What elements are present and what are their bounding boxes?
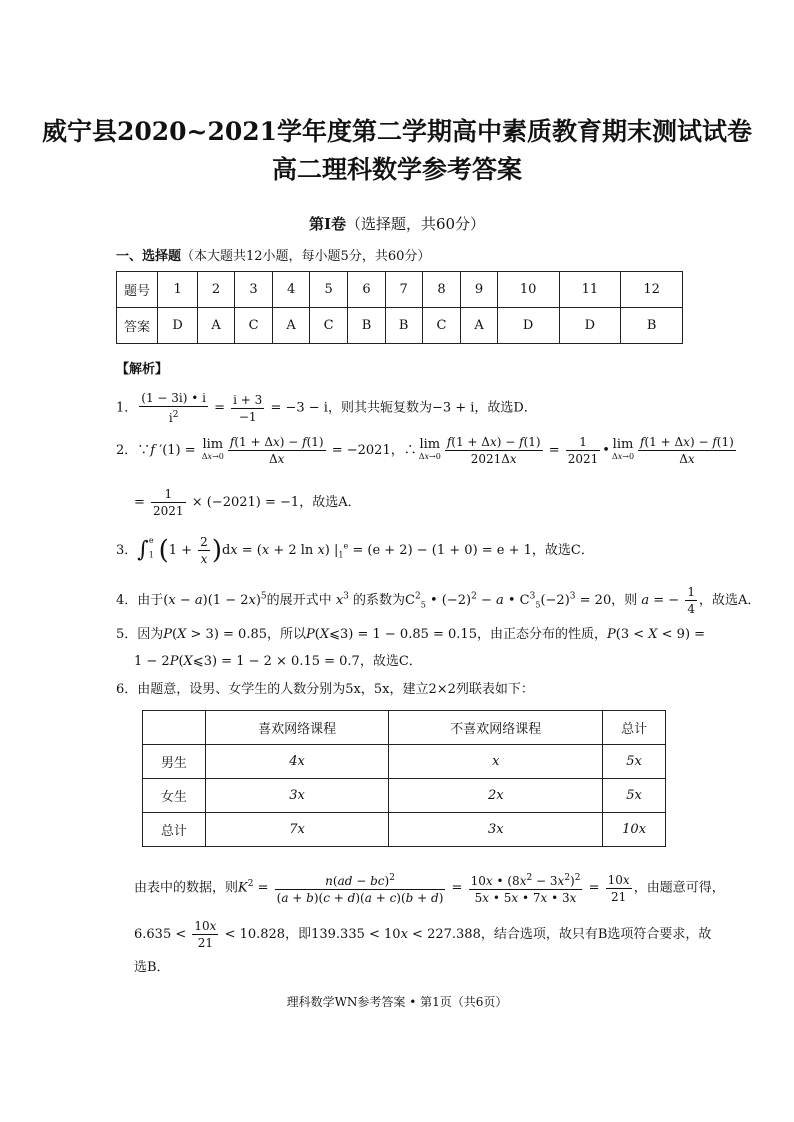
contingency-cell: 5x xyxy=(603,779,666,813)
volume-heading xyxy=(0,213,794,234)
solution-5-text: ，由正态分布的性质， xyxy=(476,627,607,642)
document-title: 威宁县2020~2021学年度第二学期高中素质教育期末测试试卷 xyxy=(41,117,753,146)
page-footer: 理科数学WN参考答案 • 第1页（共6页） xyxy=(286,995,508,1009)
solution-1: 1． $\frac{(1 - 3i) • i}{i^2}$ = $\frac{i + 3}{-1}$ = −3 − i，则其共轭复数为−3 + i，故选D． xyxy=(116,391,537,425)
contingency-header-cell xyxy=(143,711,206,745)
contingency-row xyxy=(143,745,666,779)
solution-2-conclusion: ，故选A． xyxy=(299,495,361,510)
solution-4-text: 的展开式中 xyxy=(266,593,332,608)
solution-number: 4． xyxy=(116,593,138,608)
solution-6-line-1: 由表中的数据，则$K^2$ = $\frac{n(ad - bc)^2}{(a + b)(c + d)(a + c)(b + d)}$ = $\frac{10x • (8x^2 - 3x^2)^2}{5x • 5x • 7x • 3x}$ = $\frac{10x}{21}$ ，由题意可得， xyxy=(134,870,725,906)
solution-6-text: ，即 xyxy=(285,927,312,942)
contingency-cell: 10x xyxy=(603,813,666,847)
solution-number: 3． xyxy=(116,543,138,558)
solution-number: 2． xyxy=(116,443,138,458)
solution-1-conclusion: ，则其共轭复数为−3 + i，故选D． xyxy=(327,400,537,416)
answer-table-row-answers xyxy=(117,308,683,344)
solution-5: 5．因为P(X > 3) = 0.85，所以P(X⩽3) = 1 − 0.85 = 0.15，由正态分布的性质，P(3 < X < 9) = xyxy=(116,627,706,642)
question-number: 9 xyxy=(461,272,498,308)
solution-3-conclusion: ，故选C． xyxy=(531,543,594,558)
contingency-cell: 2x xyxy=(389,779,603,813)
solution-5-line-2: 1 − 2P(X⩽3) = 1 − 2 × 0.15 = 0.7，故选C． xyxy=(134,654,422,669)
solution-6-line-2: 6.635 < $\frac{10x}{21}$ < 10.828，即139.335 < 10x < 227.388，结合选项，故只有B选项符合要求，故 xyxy=(134,919,712,950)
solution-6-intro-text: 由题意，设男、女学生的人数分别为5x，5x，建立2×2列联表如下： xyxy=(137,682,534,697)
solution-5-conclusion: ，故选C． xyxy=(359,654,422,669)
solution-number: 6． xyxy=(116,682,138,697)
answer-cell: D xyxy=(497,308,559,344)
analysis-label: 【解析】 xyxy=(116,362,169,377)
question-number: 11 xyxy=(559,272,621,308)
contingency-row xyxy=(143,779,666,813)
question-number: 7 xyxy=(385,272,422,308)
question-number: 5 xyxy=(309,272,348,308)
contingency-table xyxy=(142,710,666,847)
answer-cell: C xyxy=(309,308,348,344)
solution-number: 5． xyxy=(116,627,138,642)
answer-table xyxy=(116,271,683,344)
solution-4: 4．由于$(x - a)(1 - 2x)^5$的展开式中 $x^3$ 的系数为$C^2_5$ • $(-2)^2 - a$ • $C^3_5(-2)^3 = 20$，则 a = − $\frac{1}{4}$ ，故选A． xyxy=(116,585,761,616)
solution-4-text: 由于 xyxy=(137,593,164,608)
solution-6-intro xyxy=(116,680,534,700)
part-label: 一、选择题 xyxy=(116,249,182,264)
answer-cell: A xyxy=(273,308,310,344)
contingency-row-label: 女生 xyxy=(143,779,206,813)
contingency-header-cell: 喜欢网络课程 xyxy=(205,711,389,745)
answer-table-row-numbers xyxy=(117,272,683,308)
question-number: 6 xyxy=(348,272,385,308)
contingency-row-label: 总计 xyxy=(143,813,206,847)
solution-4-conclusion: ，故选A． xyxy=(698,593,761,608)
contingency-cell: x xyxy=(389,745,603,779)
contingency-header-row xyxy=(143,711,666,745)
question-number: 2 xyxy=(198,272,235,308)
volume-note: （选择题，共60分） xyxy=(345,215,486,233)
answer-table-label: 答案 xyxy=(117,308,158,344)
contingency-header-cell: 不喜欢网络课程 xyxy=(389,711,603,745)
solution-6-text: 由表中的数据，则 xyxy=(134,880,239,896)
answer-cell: D xyxy=(158,308,198,344)
solution-4-text: ，则 xyxy=(611,593,638,608)
contingency-header-cell: 总计 xyxy=(603,711,666,745)
contingency-row xyxy=(143,813,666,847)
question-number: 10 xyxy=(497,272,559,308)
answer-cell: C xyxy=(422,308,461,344)
answer-cell: B xyxy=(385,308,422,344)
solution-2-line-2: = $\frac{1}{2021}$ × (−2021) = −1，故选A． xyxy=(134,487,361,518)
question-number: 12 xyxy=(621,272,683,308)
answer-table-label: 题号 xyxy=(117,272,158,308)
solution-number: 1． xyxy=(116,400,138,416)
answer-cell: A xyxy=(461,308,498,344)
question-number: 4 xyxy=(273,272,310,308)
question-number: 3 xyxy=(234,272,273,308)
contingency-cell: 5x xyxy=(603,745,666,779)
solution-2: 2．∵f ′(1) = lim Δx→0 $\frac{f(1 + \Delta x) - f(1)}{\Delta x}$ = −2021，∴ lim Δx→0 $\frac{f(1 + \Delta x) - f(1)}{2021\Delta x}$ = $\frac{1}{2021}$ • lim Δx→0 $\frac{f(1 + \Delta x) - f(1)}{\Delta x}$ xyxy=(116,435,734,466)
answer-cell: B xyxy=(621,308,683,344)
answer-cell: C xyxy=(234,308,273,344)
question-number: 1 xyxy=(158,272,198,308)
solution-4-text: 的系数为 xyxy=(353,593,406,608)
solution-3: 3．$\int_1^e$ (1 + $\frac{2}{x}$ )dx = (x + 2 ln x) $|_1^e = (e + 2) - (1 + 0) = e + 1$，故选C． xyxy=(116,535,594,566)
volume-label: 第Ⅰ卷 xyxy=(308,215,346,233)
contingency-cell: 7x xyxy=(205,813,389,847)
solution-5-text: ，所以 xyxy=(267,627,307,642)
solution-5-text: 因为 xyxy=(137,627,164,642)
contingency-row-label: 男生 xyxy=(143,745,206,779)
contingency-cell: 4x xyxy=(205,745,389,779)
solution-6-line-3: 选B． xyxy=(134,960,170,975)
document-subtitle: 高二理科数学参考答案 xyxy=(271,155,522,184)
question-number: 8 xyxy=(422,272,461,308)
part-heading xyxy=(116,245,430,264)
solution-6-text: ，由题意可得， xyxy=(633,880,725,896)
part-note: （本大题共12小题，每小题5分，共60分） xyxy=(181,249,431,264)
contingency-cell: 3x xyxy=(205,779,389,813)
solution-6-text: ，结合选项，故只有B选项符合要求，故 xyxy=(480,927,712,942)
answer-cell: A xyxy=(198,308,235,344)
contingency-cell: 3x xyxy=(389,813,603,847)
answer-cell: D xyxy=(559,308,621,344)
answer-cell: B xyxy=(348,308,385,344)
